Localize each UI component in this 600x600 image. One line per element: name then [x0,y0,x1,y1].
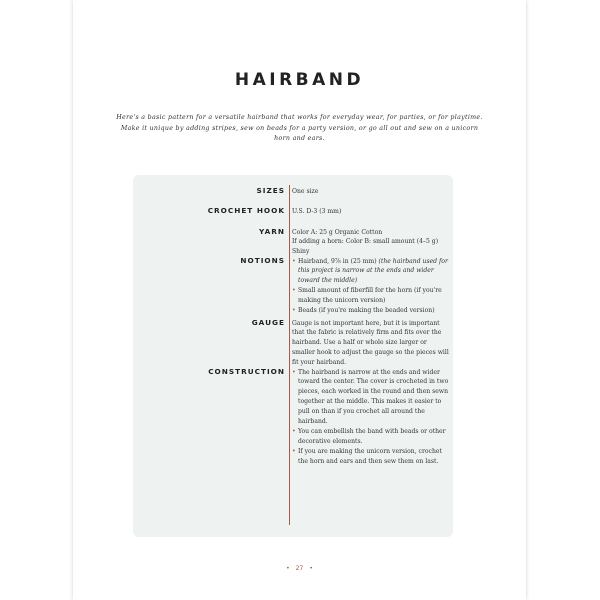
gauge-value: Gauge is not important here, but it is important that the fabric is relatively firm and fits over the hairband. Use a half or whole size larger or smaller hook to adjust the gauge so the pieces will fit your hairband. [292,319,449,367]
sizes-value: One size [292,187,319,195]
list-item: • Small amount of fiberfill for the horn (if you're making the unicorn version) [292,286,450,306]
hook-value: U.S. D-3 (3 mm) [292,207,342,215]
page [73,0,526,600]
notion-main: Hairband, 9⅞ in (25 mm) [298,257,379,265]
notions-label: NOTIONS [240,256,285,265]
notions-list [292,257,450,316]
yarn-label: YARN [259,227,285,236]
yarn-value [292,228,450,258]
yarn-line: If adding a horn: Color B: small amount (4–5 g) Shiny [292,238,439,256]
footer-dot: • [286,565,290,572]
list-item: • You can embellish the band with beads or other decorative elements. [292,427,450,447]
construction-value [292,368,450,467]
yarn-line: Color A: 25 g Organic Cotton [292,228,383,236]
list-item: • If you are making the unicorn version, crochet the horn and ears and then sew them on last. [292,447,450,467]
notion-note: (the hairband used for this project is narrow at the ends and wider toward the middle) [298,257,448,285]
page-footer [73,565,526,572]
construction-label: CONSTRUCTION [208,367,285,376]
construction-list [292,368,450,467]
list-item: • Beads (if you're making the beaded version) [292,306,450,316]
footer-dot: • [309,565,313,572]
list-item [292,257,450,287]
gauge-label: GAUGE [251,318,285,327]
page-number: 27 [295,565,304,572]
sizes-label: SIZES [256,186,285,195]
notions-value [292,257,450,316]
divider-line [289,185,290,525]
specs-panel [133,175,453,537]
page-title: HAIRBAND [234,70,365,90]
hook-label: CROCHET HOOK [207,206,285,215]
list-item: • The hairband is narrow at the ends and wider toward the center. The cover is crocheted in two pieces, each worked in the round and then sewn together at the middle. This makes it easier to pull on than if you crochet all around the hairband. [292,368,450,427]
intro-paragraph: Here's a basic pattern for a versatile hairband that works for everyday wear, for parties, or for playtime. Make it unique by adding stripes, sew on beads for a party version, or go all out and sew on a unicorn horn and ears. [116,114,483,142]
